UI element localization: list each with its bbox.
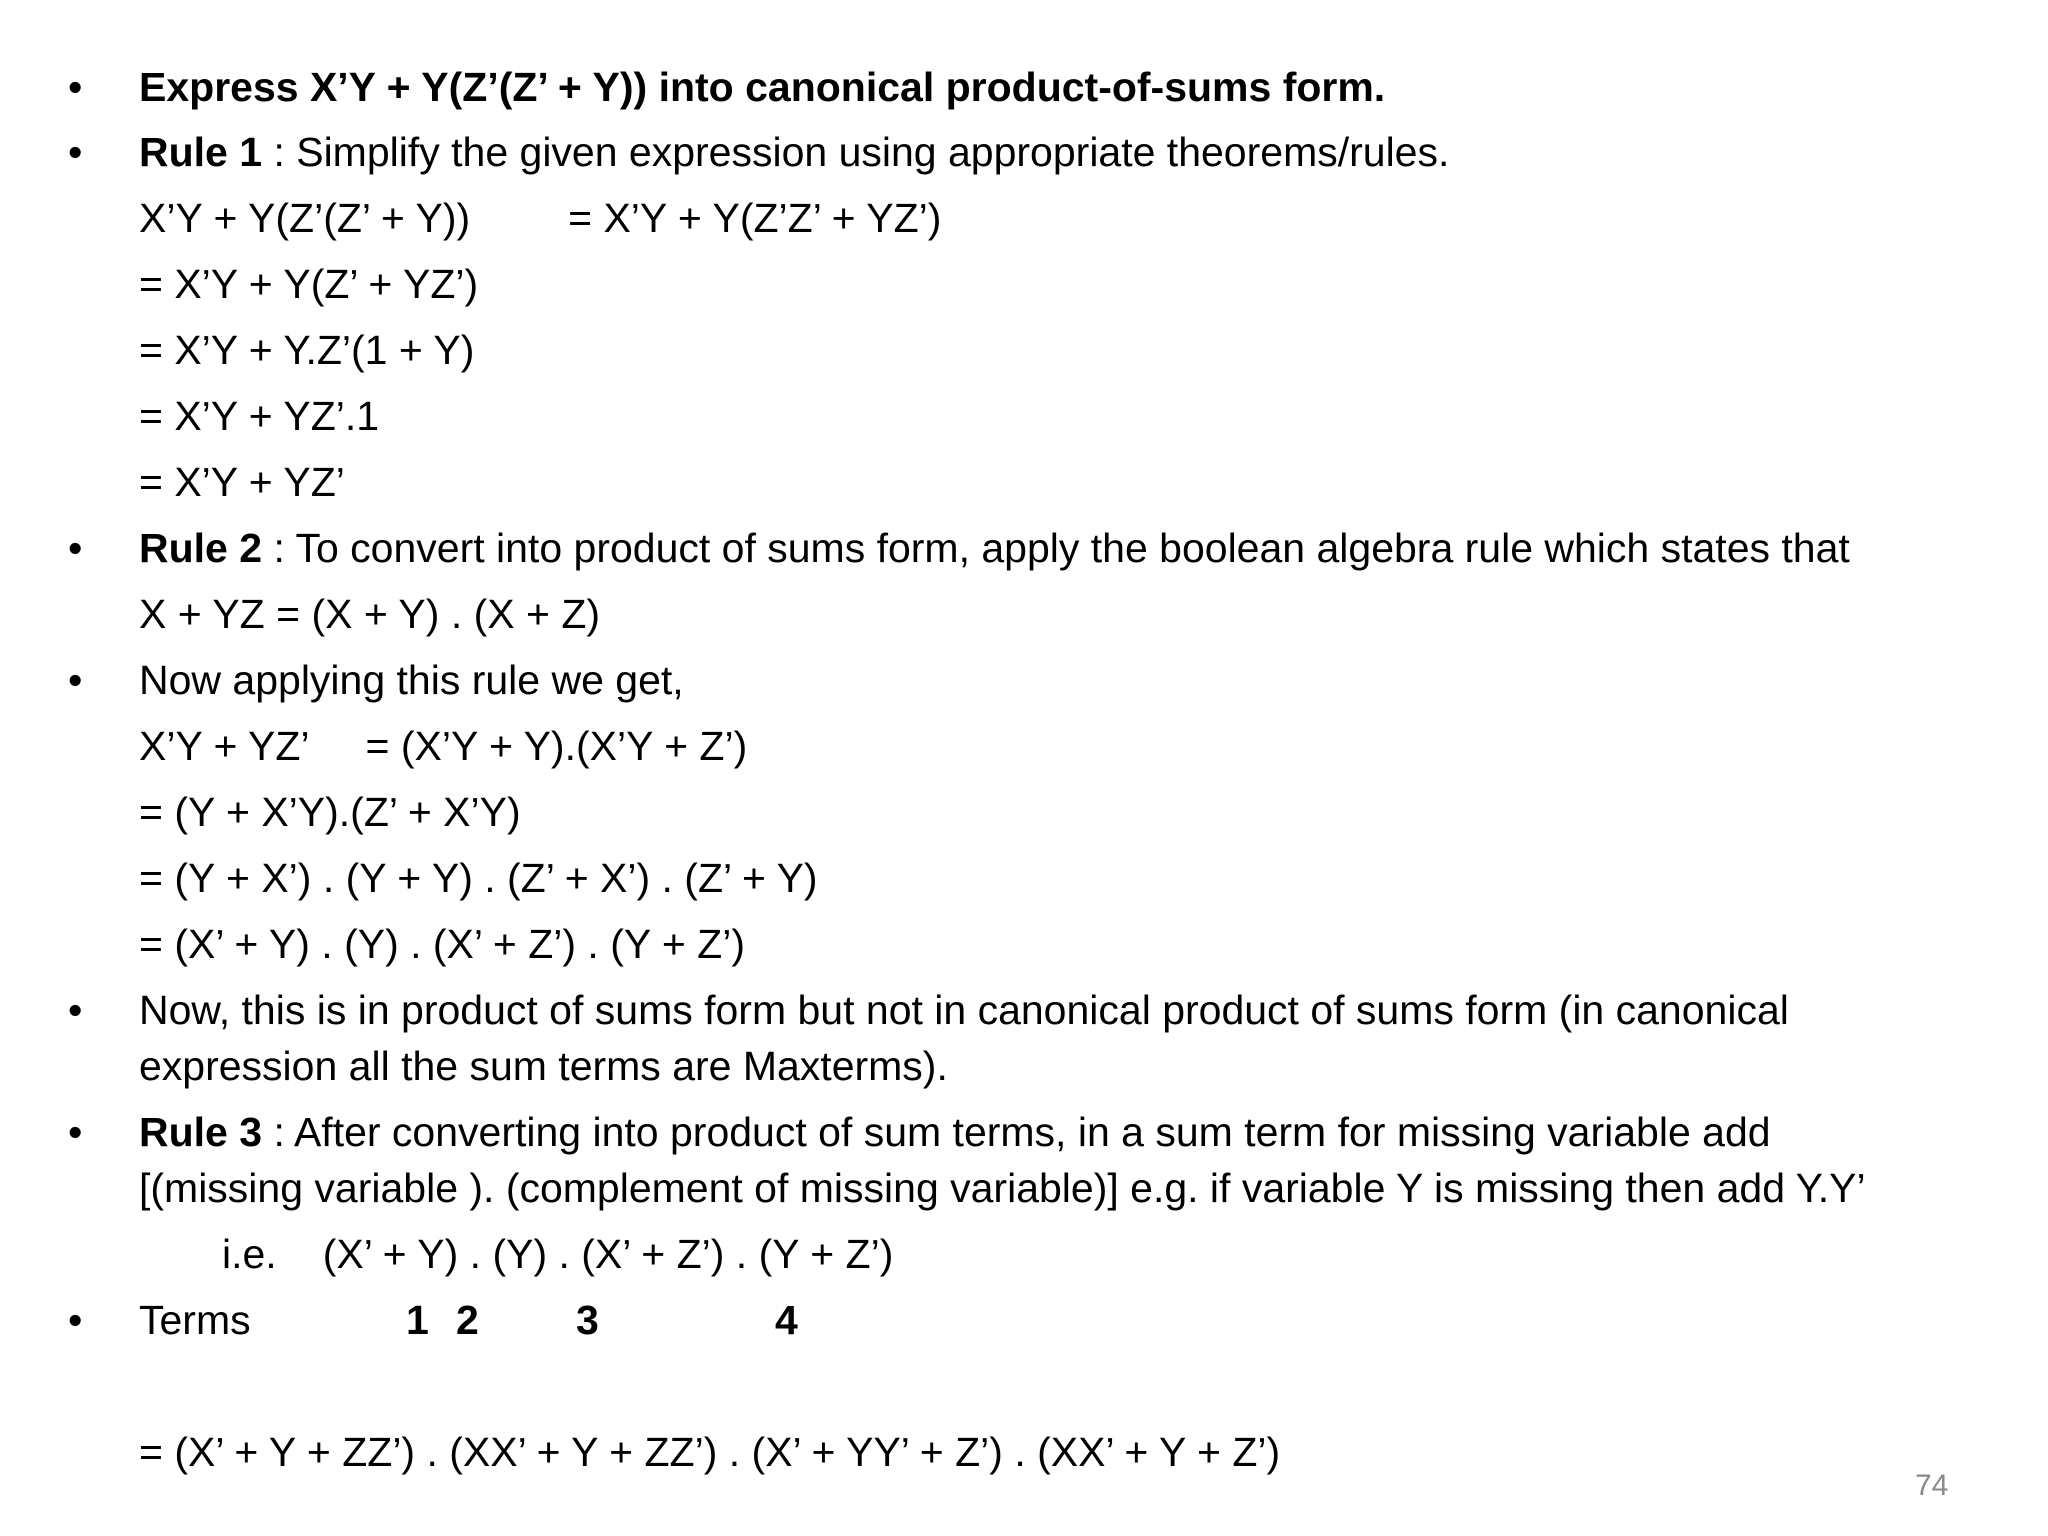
pos-step-3: = (Y + X’) . (Y + Y) . (Z’ + X’) . (Z’ + Y) xyxy=(139,855,818,901)
bullet: • xyxy=(68,129,83,175)
pos-step-2: = (Y + X’Y).(Z’ + X’Y) xyxy=(139,789,521,835)
step-1-right: = X’Y + Y(Z’Z’ + YZ’) xyxy=(568,195,942,241)
bullet: • xyxy=(68,1297,83,1343)
term-number-4: 4 xyxy=(775,1297,798,1343)
canonical-result: = (X’ + Y + ZZ’) . (XX’ + Y + ZZ’) . (X’ + YY’ + Z’) . (XX’ + Y + Z’) xyxy=(139,1429,1281,1475)
pos-step-1-left: X’Y + YZ’ xyxy=(139,723,310,769)
term-number-2: 2 xyxy=(456,1297,479,1343)
ie-line xyxy=(222,1227,893,1281)
rule-1-line xyxy=(139,125,1449,179)
ie-expression: (X’ + Y) . (Y) . (X’ + Z’) . (Y + Z’) xyxy=(322,1231,894,1277)
rule-2-formula: X + YZ = (X + Y) . (X + Z) xyxy=(139,591,601,637)
rule-3-line xyxy=(139,1105,1771,1159)
ie-label: i.e. xyxy=(222,1231,277,1277)
rule-1-text: : Simplify the given expression using appropriate theorems/rules. xyxy=(262,129,1450,175)
pos-note-line-2: expression all the sum terms are Maxterms). xyxy=(139,1043,948,1089)
step-5: = X’Y + YZ’ xyxy=(139,459,345,505)
bullet: • xyxy=(68,525,83,571)
rule-3-line-2: [(missing variable ). (complement of missing variable)] e.g. if variable Y is missing then add Y.Y’ xyxy=(139,1165,1866,1211)
step-2: = X’Y + Y(Z’ + YZ’) xyxy=(139,261,479,307)
problem-statement: Express X’Y + Y(Z’(Z’ + Y)) into canonical product-of-sums form. xyxy=(139,64,1386,110)
step-3: = X’Y + Y.Z’(1 + Y) xyxy=(139,327,475,373)
step-4: = X’Y + YZ’.1 xyxy=(139,393,380,439)
applying-rule-text: Now applying this rule we get, xyxy=(139,657,684,703)
pos-note-line-1: Now, this is in product of sums form but not in canonical product of sums form (in canonical xyxy=(139,987,1789,1033)
rule-1-label: Rule 1 xyxy=(139,129,263,175)
rule-2-label: Rule 2 xyxy=(139,525,263,571)
terms-label: Terms xyxy=(139,1297,251,1343)
pos-step-1-right: = (X’Y + Y).(X’Y + Z’) xyxy=(365,723,748,769)
pos-step-4: = (X’ + Y) . (Y) . (X’ + Z’) . (Y + Z’) xyxy=(139,921,745,967)
bullet: • xyxy=(68,987,83,1033)
rule-2-line xyxy=(139,521,1850,575)
bullet: • xyxy=(68,64,83,110)
bullet: • xyxy=(68,1109,83,1155)
step-1-left: X’Y + Y(Z’(Z’ + Y)) xyxy=(139,195,471,241)
pos-step-1-line xyxy=(139,719,747,773)
slide-number: 74 xyxy=(1915,1469,1949,1502)
rule-2-text: : To convert into product of sums form, apply the boolean algebra rule which states that xyxy=(262,525,1850,571)
bullet: • xyxy=(68,657,83,703)
rule-3-label: Rule 3 xyxy=(139,1109,263,1155)
term-number-3: 3 xyxy=(576,1297,599,1343)
term-number-1: 1 xyxy=(406,1297,429,1343)
step-1-line xyxy=(139,191,941,245)
rule-3-text: : After converting into product of sum terms, in a sum term for missing variable add xyxy=(262,1109,1771,1155)
